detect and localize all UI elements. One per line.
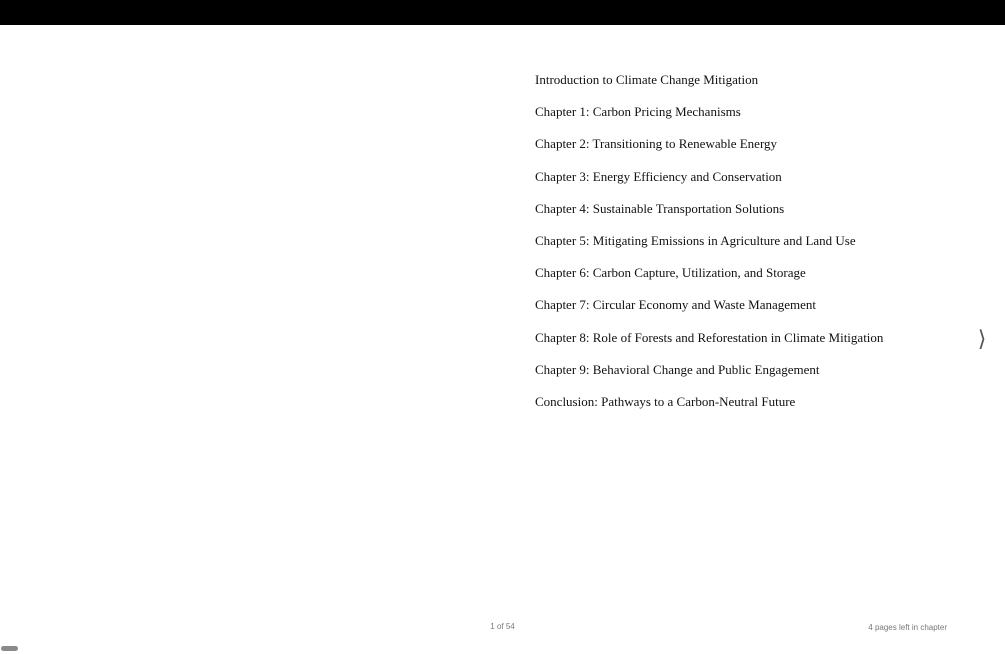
toc-item-chapter-2[interactable]: Chapter 2: Transitioning to Renewable Energy <box>535 136 778 152</box>
top-toolbar <box>0 0 1005 25</box>
table-of-contents <box>535 71 883 425</box>
toc-item-chapter-1[interactable]: Chapter 1: Carbon Pricing Mechanisms <box>535 104 741 120</box>
toc-item-chapter-3[interactable]: Chapter 3: Energy Efficiency and Conservation <box>535 168 782 184</box>
toc-item-introduction[interactable]: Introduction to Climate Change Mitigation <box>535 72 759 87</box>
toc-item-conclusion[interactable]: Conclusion: Pathways to a Carbon-Neutral Future <box>535 393 796 409</box>
toc-item-chapter-9[interactable]: Chapter 9: Behavioral Change and Public Engagement <box>535 361 820 377</box>
toc-item-chapter-4[interactable]: Chapter 4: Sustainable Transportation Solutions <box>535 200 785 216</box>
toc-item-chapter-6[interactable]: Chapter 6: Carbon Capture, Utilization, and Storage <box>535 265 806 281</box>
pages-left-in-chapter: 4 pages left in chapter <box>868 623 947 632</box>
toc-item-chapter-7[interactable]: Chapter 7: Circular Economy and Waste Management <box>535 297 817 313</box>
toc-item-chapter-8[interactable]: Chapter 8: Role of Forests and Reforestation in Climate Mitigation <box>535 329 884 345</box>
scroll-handle[interactable] <box>1 646 18 651</box>
chevron-right-icon[interactable]: ⟩ <box>977 326 987 352</box>
toc-item-chapter-5[interactable]: Chapter 5: Mitigating Emissions in Agriculture and Land Use <box>535 232 856 248</box>
page-count: 1 of 54 <box>490 622 515 631</box>
